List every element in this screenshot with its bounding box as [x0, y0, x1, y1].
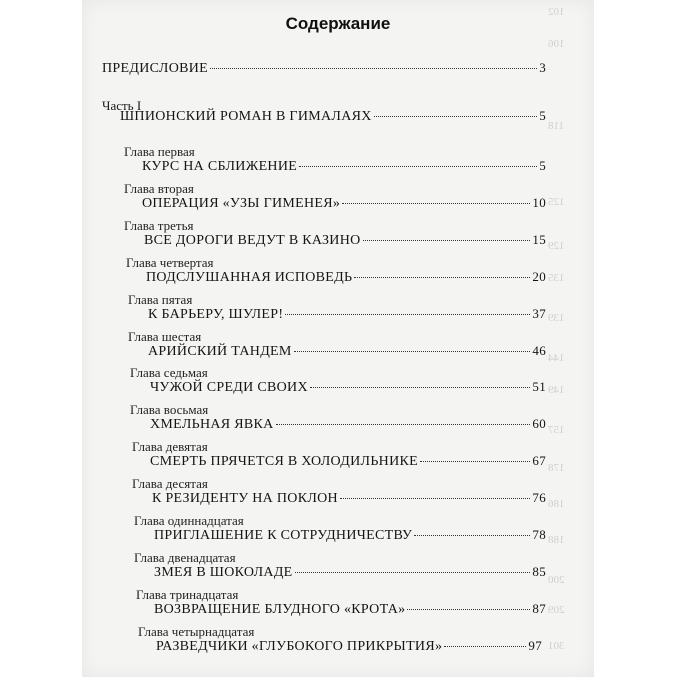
dot-leader — [285, 313, 530, 315]
chapter-label: Глава одиннадцатая — [134, 513, 244, 528]
toc-entry-text: К БАРЬЕРУ, ШУЛЕР! — [148, 306, 284, 322]
toc-entry-chapter[interactable] — [146, 269, 546, 286]
dot-leader — [354, 276, 530, 278]
chapter-label: Глава первая — [124, 144, 195, 159]
toc-entry-text: ВСЕ ДОРОГИ ВЕДУТ В КАЗИНО — [144, 232, 361, 248]
toc-entry-part[interactable] — [120, 108, 546, 125]
toc-entry-page: 10 — [532, 194, 546, 210]
chapter-label: Глава десятая — [132, 476, 208, 492]
chapter-label: Глава четвертая — [126, 254, 214, 270]
toc-entry-page: 87 — [532, 600, 546, 616]
toc-entry-chapter[interactable] — [148, 306, 546, 323]
dot-leader — [310, 386, 531, 388]
part-label: Часть I — [102, 98, 142, 113]
toc-entry-preface[interactable] — [102, 60, 546, 77]
toc-entry-text: ЗМЕЯ В ШОКОЛАДЕ — [154, 564, 293, 580]
toc-entry-page: 46 — [532, 342, 546, 358]
toc-entry-chapter[interactable] — [142, 195, 546, 212]
dot-leader — [407, 608, 530, 610]
chapter-label: Глава третья — [124, 217, 194, 233]
toc-entry-text: КУРС НА СБЛИЖЕНИЕ — [142, 159, 298, 174]
toc-entry-page: 78 — [532, 527, 546, 542]
chapter-label: Глава четырнадцатая — [138, 623, 255, 639]
chapter-label: Глава седьмая — [130, 365, 208, 381]
toc-entry-page: 51 — [532, 379, 546, 395]
toc-entry-chapter[interactable] — [154, 601, 546, 618]
chapter-label: Глава пятая — [128, 291, 193, 307]
bleed-through-decoration: 102 106 118 125 129 135 139 144 149 157 178 186 188 200 209 301 — [547, 6, 564, 652]
toc-entry-page: 5 — [539, 158, 546, 173]
dot-leader — [294, 350, 531, 352]
toc-entry-text: ХМЕЛЬНАЯ ЯВКА — [150, 417, 274, 433]
book-page — [82, 0, 594, 677]
toc-entry-chapter[interactable] — [154, 564, 546, 581]
toc-entry-page: 20 — [532, 268, 546, 284]
toc-entry-page: 60 — [532, 416, 546, 432]
dot-leader — [363, 239, 531, 241]
toc-entry-page: 67 — [532, 453, 546, 469]
dot-leader — [340, 497, 530, 499]
chapter-label: Глава шестая — [128, 328, 202, 344]
page-title: Содержание — [285, 14, 391, 33]
toc-entry-page: 37 — [532, 305, 546, 321]
toc-entry-text: ЧУЖОЙ СРЕДИ СВОИХ — [150, 380, 308, 396]
chapter-label: Глава девятая — [132, 439, 208, 455]
toc-entry-text: ВОЗВРАЩЕНИЕ БЛУДНОГО «КРОТА» — [154, 601, 406, 617]
chapter-label: Глава восьмая — [130, 402, 209, 418]
toc-entry-text: СМЕРТЬ ПРЯЧЕТСЯ В ХОЛОДИЛЬНИКЕ — [150, 454, 418, 470]
toc-entry-chapter[interactable] — [148, 343, 546, 360]
toc-entry-text: ШПИОНСКИЙ РОМАН В ГИМАЛАЯХ — [120, 109, 372, 124]
dot-leader — [342, 202, 530, 204]
toc-entry-page: 85 — [532, 563, 546, 579]
dot-leader — [210, 67, 537, 69]
dot-leader — [299, 165, 537, 167]
toc-entry-chapter[interactable] — [150, 416, 546, 433]
toc-entry-chapter[interactable] — [154, 527, 546, 544]
dot-leader — [295, 571, 531, 573]
chapter-label: Глава двенадцатая — [134, 549, 236, 565]
chapter-label: Глава вторая — [124, 180, 194, 196]
toc-entry-text: К РЕЗИДЕНТУ НА ПОКЛОН — [152, 491, 338, 507]
toc-entry-chapter[interactable] — [142, 158, 546, 175]
toc-entry-page: 15 — [532, 231, 546, 247]
chapter-label: Глава тринадцатая — [136, 586, 239, 602]
toc-entry-page: 3 — [539, 60, 546, 75]
dot-leader — [444, 645, 526, 647]
toc-entry-page: 97 — [528, 637, 542, 653]
toc-entry-text: ПРЕДИСЛОВИЕ — [102, 61, 209, 76]
toc-entry-text: ОПЕРАЦИЯ «УЗЫ ГИМЕНЕЯ» — [142, 195, 341, 211]
toc-entry-page: 5 — [539, 108, 546, 123]
toc-entry-chapter[interactable] — [150, 379, 546, 396]
toc-entry-text: РАЗВЕДЧИКИ «ГЛУБОКОГО ПРИКРЫТИЯ» — [156, 638, 443, 654]
toc-entry-text: АРИЙСКИЙ ТАНДЕМ — [148, 343, 292, 359]
dot-leader — [276, 423, 531, 425]
toc-entry-text: ПРИГЛАШЕНИЕ К СОТРУДНИЧЕСТВУ — [154, 528, 413, 543]
toc-entry-chapter[interactable] — [144, 232, 546, 249]
dot-leader — [414, 534, 530, 536]
toc-entry-text: ПОДСЛУШАННАЯ ИСПОВЕДЬ — [146, 269, 353, 285]
dot-leader — [420, 460, 530, 462]
toc-entry-chapter[interactable] — [152, 490, 546, 507]
dot-leader — [374, 115, 538, 117]
toc-entry-page: 76 — [532, 490, 546, 506]
toc-entry-chapter[interactable] — [156, 638, 542, 655]
toc-entry-chapter[interactable] — [150, 453, 546, 470]
